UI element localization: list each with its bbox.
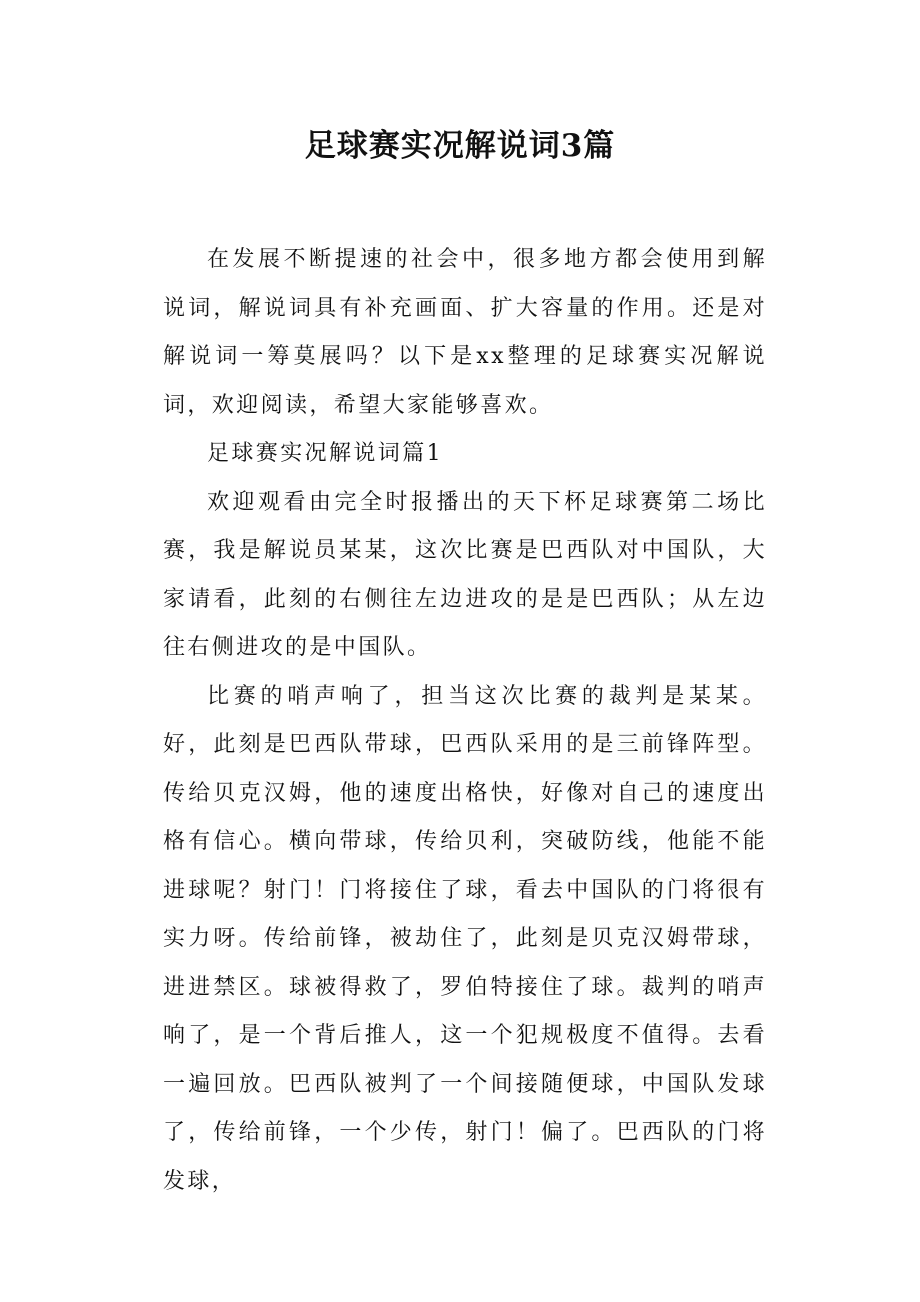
intro-paragraph: 在发展不断提速的社会中，很多地方都会使用到解说词，解说词具有补充画面、扩大容量的作用。还是对解说词一筹莫展吗？以下是xx整理的足球赛实况解说词，欢迎阅读，希望大家能够喜欢。 [163, 247, 767, 418]
section-heading: 足球赛实况解说词篇1 [207, 441, 443, 466]
document-body [163, 236, 767, 1206]
document-title: 足球赛实况解说词3篇 [304, 128, 616, 164]
body-paragraph: 欢迎观看由完全时报播出的天下杯足球赛第二场比赛，我是解说员某某，这次比赛是巴西队对中国队，大家请看，此刻的右侧往左边进攻的是是巴西队；从左边往右侧进攻的是中国队。 [163, 489, 767, 660]
body-paragraph: 比赛的哨声响了，担当这次比赛的裁判是某某。好，此刻是巴西队带球，巴西队采用的是三前锋阵型。传给贝克汉姆，他的速度出格快，好像对自己的速度出格有信心。横向带球，传给贝利，突破防线，他能不能进球呢？射门！门将接住了球，看去中国队的门将很有实力呀。传给前锋，被劫住了，此刻是贝克汉姆带球，进进禁区。球被得救了，罗伯特接住了球。裁判的哨声响了，是一个背后推人，这一个犯规极度不值得。去看一遍回放。巴西队被判了一个间接随便球，中国队发球了，传给前锋，一个少传，射门！偏了。巴西队的门将发球， [163, 683, 767, 1194]
